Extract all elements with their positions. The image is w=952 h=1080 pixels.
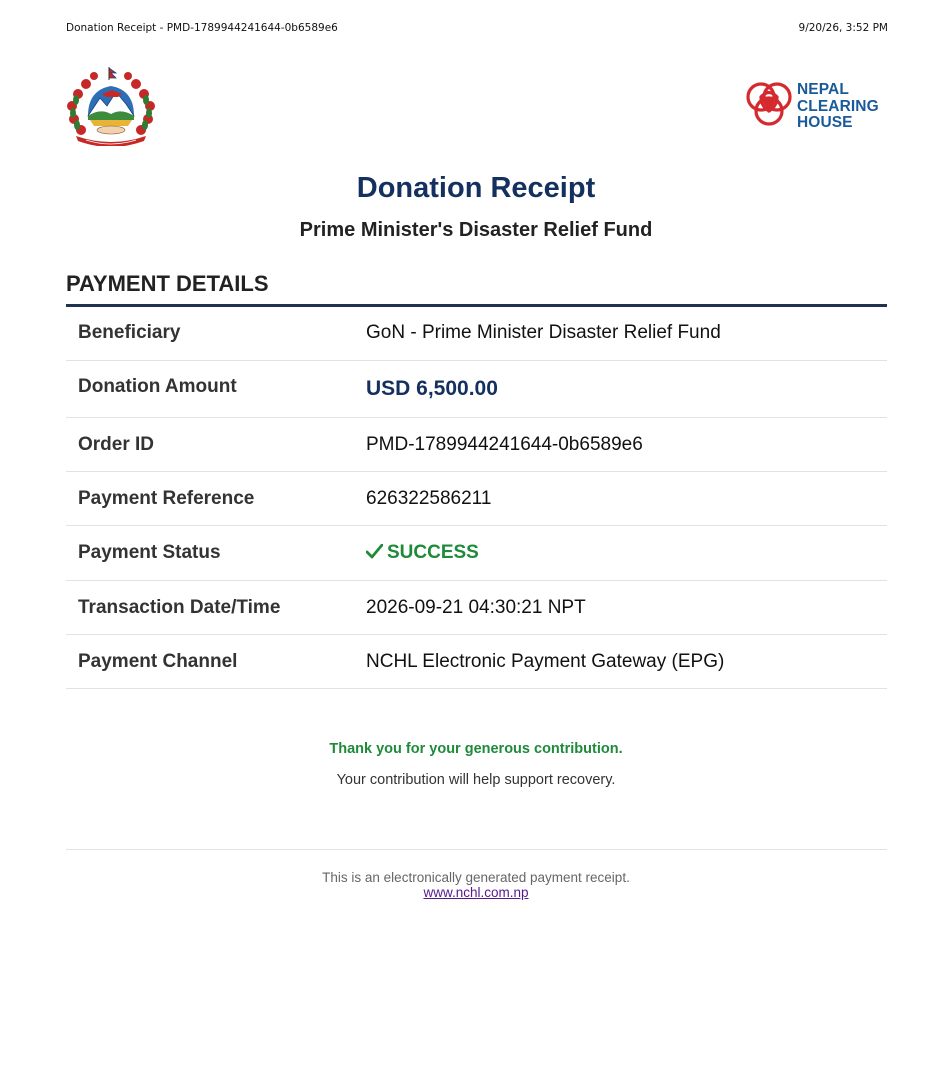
nepal-government-emblem-icon bbox=[64, 64, 158, 146]
table-row bbox=[66, 635, 887, 689]
table-row bbox=[66, 307, 887, 361]
footer-note: This is an electronically generated payment receipt. bbox=[322, 870, 630, 885]
footer-link-wrapper bbox=[0, 885, 952, 900]
page-title: Donation Receipt bbox=[356, 172, 596, 204]
nchl-logo bbox=[744, 80, 888, 132]
print-timestamp: 9/20/26, 3:52 PM bbox=[798, 22, 888, 34]
print-document-name: Donation Receipt - PMD-1789944241644-0b6589e6 bbox=[66, 22, 338, 34]
page-subtitle: Prime Minister's Disaster Relief Fund bbox=[299, 219, 653, 241]
nchl-logo-text: NEPAL CLEARING HOUSE bbox=[797, 81, 879, 131]
nchl-website-link[interactable]: www.nchl.com.np bbox=[423, 885, 529, 900]
row-value: GoN - Prime Minister Disaster Relief Fund bbox=[366, 322, 721, 343]
payment-details-table bbox=[66, 307, 887, 689]
row-label: Donation Amount bbox=[78, 376, 237, 397]
donation-amount-value: USD 6,500.00 bbox=[366, 377, 498, 400]
table-row bbox=[66, 472, 887, 526]
row-value: 2026-09-21 04:30:21 NPT bbox=[366, 597, 586, 618]
support-message: Your contribution will help support recovery. bbox=[336, 772, 616, 788]
row-value: 626322586211 bbox=[366, 488, 492, 509]
checkmark-icon bbox=[366, 544, 383, 559]
row-label: Payment Channel bbox=[78, 651, 238, 672]
section-heading: PAYMENT DETAILS bbox=[66, 271, 269, 296]
row-label: Payment Status bbox=[78, 542, 221, 563]
print-header bbox=[66, 22, 888, 36]
table-row bbox=[66, 361, 887, 418]
nchl-logo-icon bbox=[744, 80, 794, 130]
table-row bbox=[66, 526, 887, 581]
footer-divider bbox=[66, 849, 887, 850]
table-row bbox=[66, 581, 887, 635]
status-badge: SUCCESS bbox=[366, 542, 479, 564]
row-label: Transaction Date/Time bbox=[78, 597, 281, 618]
row-label: Payment Reference bbox=[78, 488, 255, 509]
thank-you-message: Thank you for your generous contribution. bbox=[329, 741, 623, 757]
row-value: PMD-1789944241644-0b6589e6 bbox=[366, 434, 643, 455]
row-value: NCHL Electronic Payment Gateway (EPG) bbox=[366, 651, 725, 672]
row-label: Order ID bbox=[78, 434, 155, 455]
row-label: Beneficiary bbox=[78, 322, 181, 343]
table-row bbox=[66, 418, 887, 472]
